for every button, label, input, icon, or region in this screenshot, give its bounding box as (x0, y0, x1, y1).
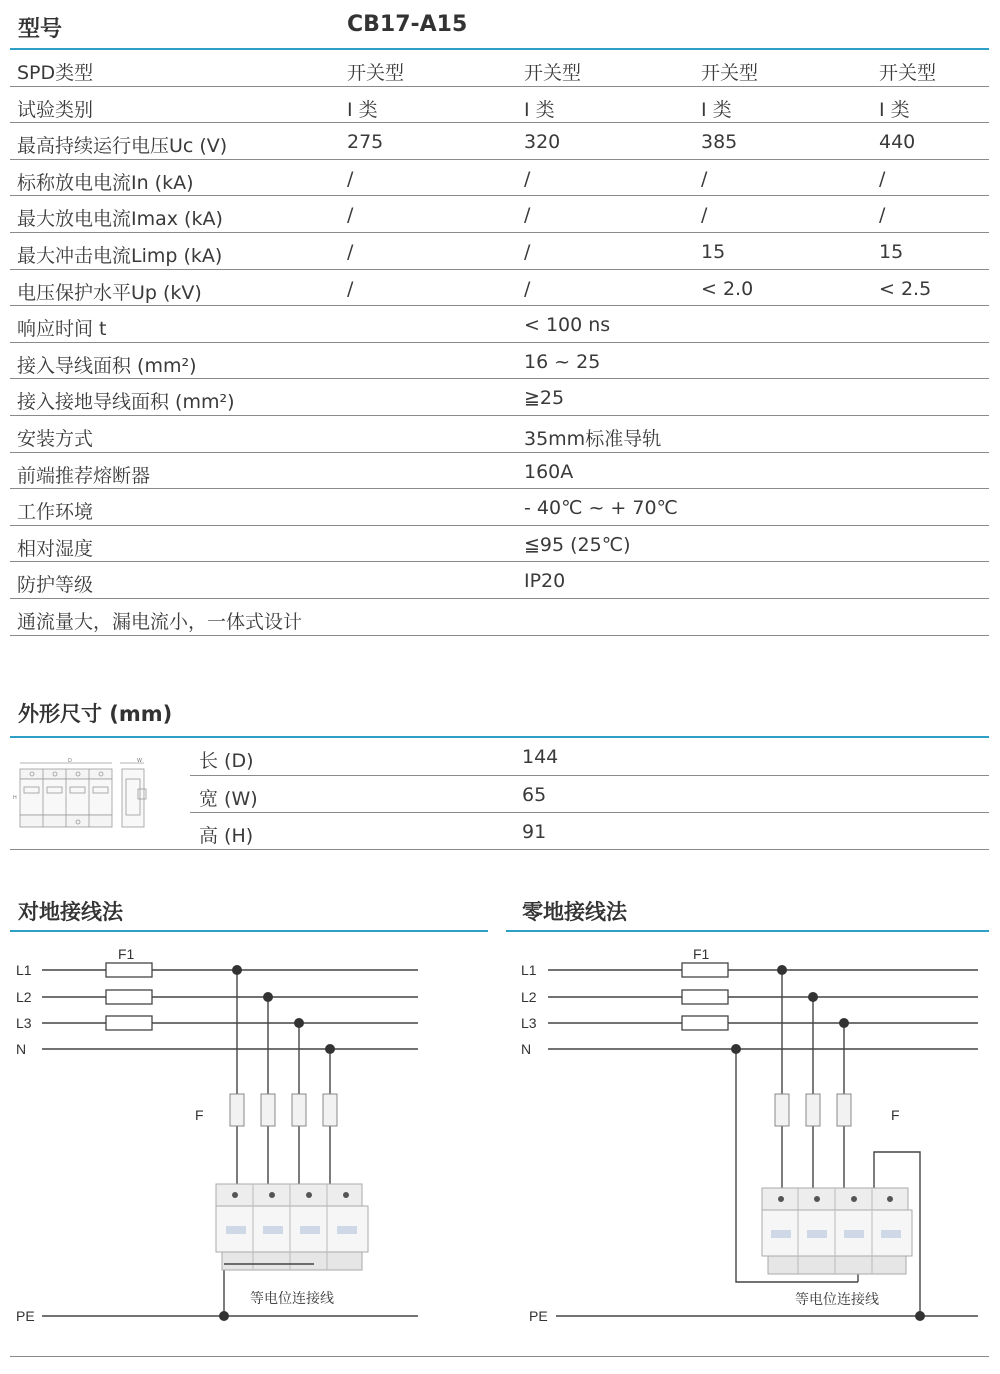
breaker-icon (806, 1094, 820, 1126)
line-label-n: N (16, 1041, 27, 1057)
spec-value: / (347, 240, 354, 263)
dimension-value: 144 (522, 746, 559, 768)
dimensions-bottom-rule (10, 849, 989, 850)
breaker-icon (261, 1094, 275, 1126)
common-row (10, 562, 989, 599)
spec-value: I 类 (524, 98, 555, 121)
feature-note: 通流量大，漏电流小，一体式设计 (17, 610, 303, 633)
breaker-icon (292, 1094, 306, 1126)
spd-module-icon (216, 1184, 368, 1270)
spec-label: SPD类型 (17, 62, 94, 84)
drawing-label-h: H (13, 795, 17, 801)
spec-label: 相对湿度 (17, 537, 94, 560)
drawing-label-d: D (68, 758, 72, 764)
spec-value: 275 (347, 131, 384, 154)
common-row (10, 489, 989, 526)
line-label-l2: L2 (16, 989, 32, 1005)
spec-value: 开关型 (347, 62, 405, 84)
spec-row (10, 123, 989, 160)
bond-label: 等电位连接线 (795, 1291, 879, 1307)
spec-table (10, 50, 989, 636)
line-label-l1: L1 (521, 962, 537, 978)
spec-value: IP20 (524, 570, 566, 593)
spec-value: / (879, 204, 886, 227)
dimension-value: 91 (522, 821, 547, 843)
spec-label: 接入接地导线面积 (mm²) (17, 391, 235, 414)
common-row (10, 453, 989, 490)
fuse-icon (682, 1016, 728, 1030)
spec-value: 16 ~ 25 (524, 350, 601, 373)
dimension-row (190, 776, 989, 814)
common-row (10, 343, 989, 380)
breaker-icon (323, 1094, 337, 1126)
spec-row (10, 160, 989, 197)
spec-label: 响应时间 t (17, 318, 107, 341)
spec-value: 开关型 (524, 62, 582, 84)
breaker-icon (230, 1094, 244, 1126)
spec-value: 15 (701, 240, 726, 263)
spec-value: / (524, 204, 531, 227)
wiring-right-title: 零地接线法 (522, 900, 627, 924)
spec-label: 前端推荐熔断器 (17, 464, 151, 487)
spec-value: ≧25 (524, 387, 565, 410)
wiring-left-title: 对地接线法 (18, 900, 123, 924)
fuse-icon (106, 990, 152, 1004)
dimension-row (190, 738, 989, 776)
pe-label: PE (16, 1308, 35, 1324)
line-label-l3: L3 (16, 1015, 32, 1031)
f-label: F (195, 1107, 204, 1123)
model-value: CB17-A15 (347, 12, 468, 37)
spec-value: / (347, 277, 354, 300)
spec-value: 开关型 (701, 62, 759, 84)
fuse-label: F1 (693, 946, 710, 962)
page-bottom-rule (10, 1356, 989, 1357)
common-row (10, 416, 989, 453)
spec-value: / (701, 167, 708, 190)
bond-label: 等电位连接线 (250, 1290, 334, 1306)
f-label: F (891, 1107, 900, 1123)
spec-value: < 100 ns (524, 314, 611, 337)
fuse-icon (682, 990, 728, 1004)
line-label-l3: L3 (521, 1015, 537, 1031)
fuse-icon (106, 1016, 152, 1030)
line-label-l1: L1 (16, 962, 32, 978)
spec-value: I 类 (347, 98, 378, 121)
common-row (10, 526, 989, 563)
spec-value: < 2.0 (701, 277, 754, 300)
drawing-label-w: W (137, 758, 142, 764)
spec-value: / (701, 204, 708, 227)
spec-value: - 40℃ ~ + 70℃ (524, 497, 678, 520)
spec-value: / (524, 277, 531, 300)
pe-label: PE (529, 1308, 548, 1324)
dimension-label: 宽 (W) (199, 787, 258, 810)
dimension-drawing (12, 757, 162, 832)
wiring-left-diagram (0, 932, 500, 1352)
spec-label: 接入导线面积 (mm²) (17, 354, 197, 377)
spec-label: 最高持续运行电压Uc (V) (17, 135, 228, 158)
spec-value: / (347, 204, 354, 227)
feature-row (10, 599, 989, 636)
spec-value: 160A (524, 460, 574, 483)
spec-label: 防护等级 (17, 574, 94, 597)
dimensions-table (190, 738, 989, 851)
breaker-icon (775, 1094, 789, 1126)
spec-value: ≦95 (25℃) (524, 533, 631, 556)
wiring-right-diagram (500, 932, 1000, 1352)
spd-module-icon (762, 1188, 912, 1274)
spec-value: 35mm标准导轨 (524, 427, 662, 450)
line-label-n: N (521, 1041, 532, 1057)
dimension-label: 高 (H) (199, 825, 254, 847)
line-label-l2: L2 (521, 989, 537, 1005)
model-label: 型号 (18, 17, 63, 42)
spec-label: 最大冲击电流Limp (kA) (17, 244, 223, 267)
spec-label: 电压保护水平Up (kV) (17, 281, 202, 304)
spec-value: < 2.5 (879, 277, 932, 300)
spec-value: I 类 (701, 98, 732, 121)
spec-row (10, 50, 989, 87)
spec-row (10, 87, 989, 124)
spec-label: 安装方式 (17, 427, 94, 450)
dimension-row (190, 813, 989, 851)
spec-label: 最大放电电流Imax (kA) (17, 208, 223, 231)
spec-value: / (524, 240, 531, 263)
model-header (10, 0, 989, 50)
spec-value: / (524, 167, 531, 190)
common-row (10, 379, 989, 416)
spec-value: 320 (524, 131, 561, 154)
fuse-label: F1 (118, 946, 135, 962)
spec-value: I 类 (879, 98, 910, 121)
common-row (10, 306, 989, 343)
spec-row (10, 233, 989, 270)
dimension-value: 65 (522, 783, 547, 806)
spec-label: 工作环境 (17, 501, 94, 524)
spec-value: 385 (701, 131, 738, 154)
spec-value: 开关型 (879, 62, 937, 84)
dimension-label: 长 (D) (199, 750, 254, 772)
spec-value: 440 (879, 131, 916, 154)
spec-value: / (347, 167, 354, 190)
spec-value: / (879, 167, 886, 190)
fuse-icon (682, 963, 728, 977)
breaker-icon (837, 1094, 851, 1126)
spec-value: 15 (879, 240, 904, 263)
spec-row (10, 196, 989, 233)
spec-label: 标称放电电流In (kA) (17, 171, 194, 194)
fuse-icon (106, 963, 152, 977)
spec-label: 试验类别 (17, 98, 94, 121)
dimensions-title: 外形尺寸 (mm) (18, 702, 173, 726)
spec-row (10, 270, 989, 307)
